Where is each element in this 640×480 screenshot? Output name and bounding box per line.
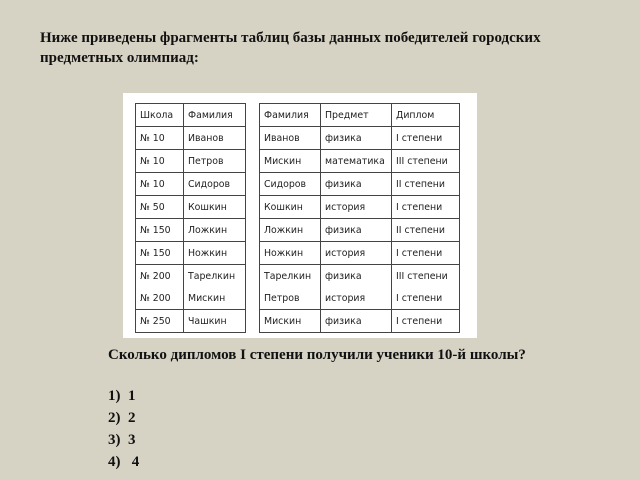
table-cell: Ножкин bbox=[260, 242, 321, 265]
table-row bbox=[260, 310, 460, 333]
table-cell: история bbox=[321, 242, 392, 265]
table-cell: I степени bbox=[392, 127, 460, 150]
table-cell: Кошкин bbox=[260, 196, 321, 219]
table-cell: Ложкин bbox=[184, 219, 246, 242]
table-row bbox=[260, 127, 460, 150]
table-row bbox=[260, 287, 460, 310]
table-cell: Мискин bbox=[260, 150, 321, 173]
table-row bbox=[136, 196, 246, 219]
table-cell: Сидоров bbox=[260, 173, 321, 196]
table-row bbox=[136, 219, 246, 242]
table-row bbox=[260, 265, 460, 288]
question-text: Сколько дипломов I степени получили ученики 10-й школы? bbox=[108, 347, 526, 363]
table-cell: III степени bbox=[392, 150, 460, 173]
answer-option-2: 2) 2 bbox=[108, 410, 136, 426]
answer-option-4: 4) 4 bbox=[108, 454, 140, 470]
table-cell: Ложкин bbox=[260, 219, 321, 242]
table-cell: физика bbox=[321, 127, 392, 150]
table-cell: история bbox=[321, 196, 392, 219]
table-cell: № 10 bbox=[136, 127, 184, 150]
table-row bbox=[260, 219, 460, 242]
table-cell: № 10 bbox=[136, 150, 184, 173]
diplomas-table bbox=[259, 103, 460, 333]
table-cell: физика bbox=[321, 173, 392, 196]
table-cell: физика bbox=[321, 219, 392, 242]
table-row bbox=[136, 265, 246, 288]
table-cell: Тарелкин bbox=[184, 265, 246, 288]
table-row bbox=[136, 287, 246, 310]
answer-option-3: 3) 3 bbox=[108, 432, 136, 448]
table-cell: Петров bbox=[184, 150, 246, 173]
table-cell: физика bbox=[321, 265, 392, 288]
table-cell: математика bbox=[321, 150, 392, 173]
table-cell: физика bbox=[321, 310, 392, 333]
table-cell: Чашкин bbox=[184, 310, 246, 333]
column-header-school: Школа bbox=[136, 104, 184, 127]
table-cell: № 200 bbox=[136, 287, 184, 310]
table-cell: Мискин bbox=[184, 287, 246, 310]
table-cell: Кошкин bbox=[184, 196, 246, 219]
table-cell: история bbox=[321, 287, 392, 310]
table-row bbox=[260, 150, 460, 173]
column-header-diploma: Диплом bbox=[392, 104, 460, 127]
table-cell: I степени bbox=[392, 310, 460, 333]
table-cell: № 150 bbox=[136, 242, 184, 265]
table-cell: № 150 bbox=[136, 219, 184, 242]
table-cell: Иванов bbox=[260, 127, 321, 150]
table-cell: II степени bbox=[392, 219, 460, 242]
table-cell: № 10 bbox=[136, 173, 184, 196]
column-header-subject: Предмет bbox=[321, 104, 392, 127]
table-cell: I степени bbox=[392, 287, 460, 310]
table-cell: Ножкин bbox=[184, 242, 246, 265]
task-heading: Ниже приведены фрагменты таблиц базы данных победителей городских предметных олимпиад: bbox=[40, 30, 541, 66]
column-header-surname: Фамилия bbox=[260, 104, 321, 127]
table-cell: Мискин bbox=[260, 310, 321, 333]
answer-option-1: 1) 1 bbox=[108, 388, 136, 404]
table-header-row bbox=[136, 104, 246, 127]
table-row bbox=[260, 173, 460, 196]
column-header-surname: Фамилия bbox=[184, 104, 246, 127]
schools-table bbox=[135, 103, 246, 333]
table-row bbox=[136, 150, 246, 173]
table-row bbox=[136, 242, 246, 265]
tables-panel bbox=[123, 93, 477, 338]
table-cell: № 50 bbox=[136, 196, 184, 219]
answer-options bbox=[108, 385, 139, 473]
table-cell: № 200 bbox=[136, 265, 184, 288]
table-cell: Тарелкин bbox=[260, 265, 321, 288]
table-header-row bbox=[260, 104, 460, 127]
table-cell: I степени bbox=[392, 196, 460, 219]
table-cell: I степени bbox=[392, 242, 460, 265]
table-cell: II степени bbox=[392, 173, 460, 196]
table-row bbox=[136, 173, 246, 196]
table-cell: III степени bbox=[392, 265, 460, 288]
table-row bbox=[260, 242, 460, 265]
table-cell: Петров bbox=[260, 287, 321, 310]
table-cell: № 250 bbox=[136, 310, 184, 333]
table-row bbox=[136, 310, 246, 333]
table-row bbox=[260, 196, 460, 219]
table-row bbox=[136, 127, 246, 150]
table-cell: Сидоров bbox=[184, 173, 246, 196]
table-cell: Иванов bbox=[184, 127, 246, 150]
